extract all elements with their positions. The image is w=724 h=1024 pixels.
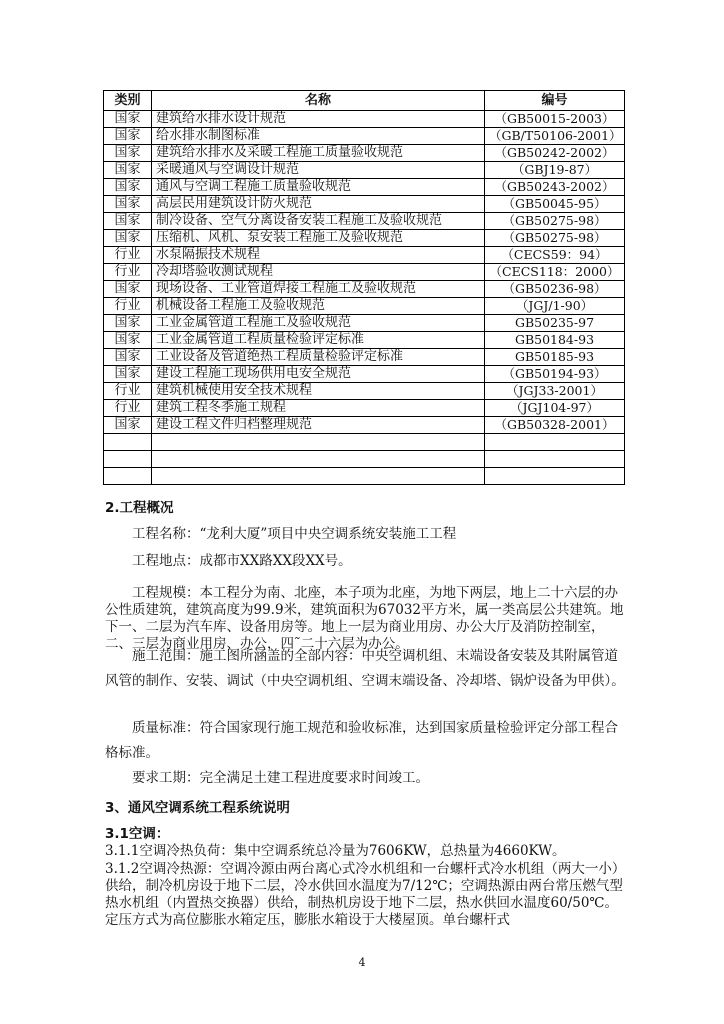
row-standard-name xyxy=(152,451,485,468)
standards-table xyxy=(103,90,625,485)
project-location: 工程地点：成都市XX路XX段XX号。 xyxy=(132,553,352,569)
table-row xyxy=(104,298,625,315)
table-row xyxy=(104,162,625,179)
row-standard-name: 工业金属管道工程施工及验收规范 xyxy=(152,315,485,332)
row-category: 国家 xyxy=(104,162,152,179)
row-standard-name: 现场设备、工业管道焊接工程施工及验收规范 xyxy=(152,281,485,298)
row-standard-code: GB50185-93 xyxy=(485,349,625,366)
row-standard-name: 建筑给水排水及采暖工程施工质量验收规范 xyxy=(152,145,485,162)
row-standard-name: 水泵隔振技术规程 xyxy=(152,247,485,264)
row-category xyxy=(104,451,152,468)
row-standard-code: （JGJ33-2001） xyxy=(485,383,625,400)
row-standard-name xyxy=(152,434,485,451)
page-number: 4 xyxy=(358,956,366,969)
table-row xyxy=(104,383,625,400)
row-standard-name: 制冷设备、空气分离设备安装工程施工及验收规范 xyxy=(152,213,485,230)
row-standard-code: （JGJ/1-90） xyxy=(485,298,625,315)
row-standard-name: 建筑给水排水设计规范 xyxy=(152,111,485,128)
row-standard-code: （GB50045-95） xyxy=(485,196,625,213)
row-standard-code xyxy=(485,451,625,468)
row-category: 国家 xyxy=(104,315,152,332)
row-standard-code: （GB50236-98） xyxy=(485,281,625,298)
row-standard-name: 工业设备及管道绝热工程质量检验评定标准 xyxy=(152,349,485,366)
table-row xyxy=(104,213,625,230)
row-standard-code: （CECS118：2000） xyxy=(485,264,625,281)
row-standard-name: 建筑机械使用安全技术规程 xyxy=(152,383,485,400)
row-standard-name: 建设工程文件归档整理规范 xyxy=(152,417,485,434)
row-category: 国家 xyxy=(104,128,152,145)
row-standard-code xyxy=(485,468,625,485)
row-standard-name: 通风与空调工程施工质量验收规范 xyxy=(152,179,485,196)
project-scale: 工程规模：本工程分为南、北座，本子项为北座，为地下两层，地上二十六层的办公性质建筑，建筑高度为99.9米，建筑面积为67032平方米，属一类高层公共建筑。地下一、二层为汽车库、设备用房等。地上一层为商业用房、办公大厅及消防控制室，二、三层为商业用房、办公，四˜二十六层为办公。 xyxy=(105,585,624,652)
schedule-requirement: 要求工期：完全满足土建工程进度要求时间竣工。 xyxy=(132,770,429,786)
row-standard-code: GB50235-97 xyxy=(485,315,625,332)
row-category: 国家 xyxy=(104,179,152,196)
row-standard-code: （GB/T50106-2001） xyxy=(485,128,625,145)
row-category: 行业 xyxy=(104,247,152,264)
row-standard-code: （GB50015-2003） xyxy=(485,111,625,128)
row-category: 行业 xyxy=(104,264,152,281)
row-standard-name: 建筑工程冬季施工规程 xyxy=(152,400,485,417)
table-row xyxy=(104,468,625,485)
section-3-heading: 3、通风空调系统工程系统说明 xyxy=(105,800,290,816)
table-row xyxy=(104,434,625,451)
row-category: 国家 xyxy=(104,366,152,383)
row-standard-name xyxy=(152,468,485,485)
table-row xyxy=(104,349,625,366)
row-category xyxy=(104,468,152,485)
table-row xyxy=(104,400,625,417)
quality-standard: 质量标准：符合国家现行施工规范和验收标准，达到国家质量检验评定分部工程合格标准。 xyxy=(105,720,618,761)
row-category: 国家 xyxy=(104,213,152,230)
row-standard-name: 工业金属管道工程质量检验评定标准 xyxy=(152,332,485,349)
table-row xyxy=(104,145,625,162)
row-category: 国家 xyxy=(104,145,152,162)
table-row xyxy=(104,366,625,383)
row-standard-name: 高层民用建筑设计防火规范 xyxy=(152,196,485,213)
project-scope: 施工范围：施工图所涵盖的全部内容：中央空调机组、末端设备安装及其附属管道风管的制作、安装、调试（中央空调机组、空调末端设备、冷却塔、锅炉设备为甲供）。 xyxy=(105,648,625,689)
row-category: 国家 xyxy=(104,281,152,298)
row-standard-code: GB50184-93 xyxy=(485,332,625,349)
table-row xyxy=(104,128,625,145)
table-row xyxy=(104,196,625,213)
row-standard-code: （JGJ104-97） xyxy=(485,400,625,417)
project-name: 工程名称：“龙利大厦”项目中央空调系统安装施工工程 xyxy=(132,526,457,542)
row-standard-code: （GB50243-2002） xyxy=(485,179,625,196)
cooling-heating-source: 3.1.2空调冷热源：空调冷源由两台离心式冷水机组和一台螺杆式冷水机组（两大一小）供给，制冷机房设于地下二层，冷水供回水温度为7/12℃；空调热源由两台常压燃气型热水机组（内置热交换器）供给，制热机房设于地下二层，热水供回水温度60/50℃。定压方式为高位膨胀水箱定压，膨胀水箱设于大楼屋顶。单台螺杆式 xyxy=(105,861,623,928)
header-category: 类别 xyxy=(104,91,152,111)
table-row xyxy=(104,247,625,264)
row-standard-name: 给水排水制图标准 xyxy=(152,128,485,145)
table-row xyxy=(104,111,625,128)
row-standard-code: （GB50242-2002） xyxy=(485,145,625,162)
row-category: 国家 xyxy=(104,332,152,349)
row-standard-code: （GB50328-2001） xyxy=(485,417,625,434)
row-standard-name: 采暖通风与空调设计规范 xyxy=(152,162,485,179)
row-standard-code: （GB50275-98） xyxy=(485,230,625,247)
row-standard-name: 建设工程施工现场供用电安全规范 xyxy=(152,366,485,383)
table-row xyxy=(104,281,625,298)
row-standard-code: （CECS59：94） xyxy=(485,247,625,264)
row-category: 国家 xyxy=(104,349,152,366)
table-row xyxy=(104,417,625,434)
row-category: 国家 xyxy=(104,417,152,434)
row-category: 行业 xyxy=(104,400,152,417)
row-standard-code: （GB50194-93） xyxy=(485,366,625,383)
header-code: 编号 xyxy=(485,91,625,111)
row-category: 行业 xyxy=(104,298,152,315)
row-standard-name: 冷却塔验收测试规程 xyxy=(152,264,485,281)
cooling-heating-load: 3.1.1空调冷热负荷：集中空调系统总冷量为7606KW，总热量为4660KW。 xyxy=(105,843,566,859)
row-standard-code: （GB50275-98） xyxy=(485,213,625,230)
section-3-1-heading: 3.1空调： xyxy=(105,826,170,842)
table-row xyxy=(104,230,625,247)
row-standard-name: 压缩机、风机、泵安装工程施工及验收规范 xyxy=(152,230,485,247)
table-row xyxy=(104,451,625,468)
row-standard-name: 机械设备工程施工及验收规范 xyxy=(152,298,485,315)
header-name: 名称 xyxy=(152,91,485,111)
row-category: 行业 xyxy=(104,383,152,400)
row-standard-code: （GBJ19-87） xyxy=(485,162,625,179)
table-row xyxy=(104,315,625,332)
row-standard-code xyxy=(485,434,625,451)
table-row xyxy=(104,332,625,349)
row-category: 国家 xyxy=(104,196,152,213)
row-category: 国家 xyxy=(104,111,152,128)
table-header-row xyxy=(104,91,625,111)
table-row xyxy=(104,264,625,281)
section-2-heading: 2.工程概况 xyxy=(105,500,174,516)
table-row xyxy=(104,179,625,196)
row-category: 国家 xyxy=(104,230,152,247)
row-category xyxy=(104,434,152,451)
